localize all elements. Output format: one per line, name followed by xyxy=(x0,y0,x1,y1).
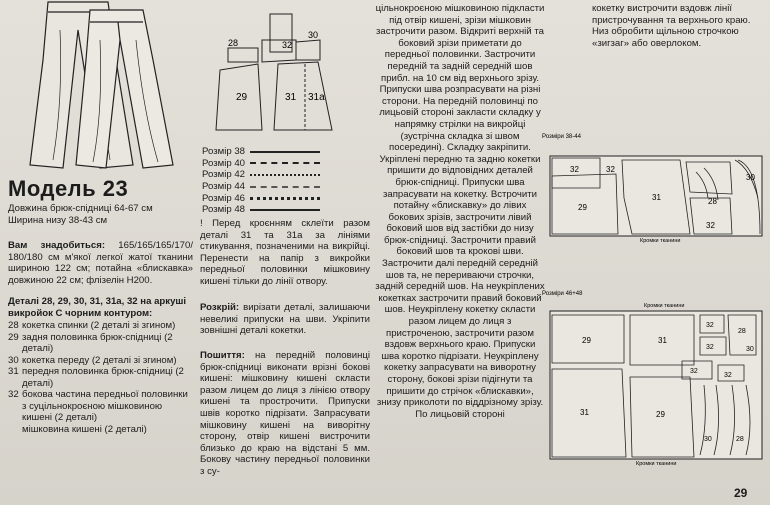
materials-text: 165/165/165/170/ 180/180 см м'якої легкої жатої тканини шириною 122 см; потайна «блискавка» довжиною 22 см; флізелін H200. xyxy=(8,240,193,286)
svg-text:Кромки тканини: Кромки тканини xyxy=(640,238,681,244)
svg-text:Кромки тканини: Кромки тканини xyxy=(644,303,685,309)
svg-text:29: 29 xyxy=(656,410,665,419)
piece-28-label: 28 xyxy=(228,38,239,48)
cutting-section: Розкрій: вирізати деталі, залишаючи невеликі припуски на шви. Укріпити зовнішні деталі кокетки. xyxy=(200,302,370,337)
cutting-layout-large xyxy=(540,285,766,485)
length-line: Довжина брюк-спідниці 64-67 см xyxy=(8,203,153,214)
cutting-note: ! Перед кроєнням склеїти разом деталі 31 та 31а за лініями стикування, позначеними на викрійці. Перенести на папір з викройки передньої половинки мішковину кишені тільки до лінії отвору. xyxy=(200,218,370,287)
svg-text:31: 31 xyxy=(652,193,661,202)
parts-heading: Деталі 28, 29, 30, 31, 31а, 32 на аркуші викройок С чорним контуром: xyxy=(8,296,187,319)
list-item: 31 передня половинка брюк-спідниці (2 деталі) xyxy=(8,366,184,389)
piece-31a-label: 31а xyxy=(308,92,325,103)
svg-text:29: 29 xyxy=(582,336,591,345)
piece-30-label: 30 xyxy=(308,30,319,40)
list-item: 29 задня половинка брюк-спідниці (2 деталі) xyxy=(8,331,173,355)
svg-text:32: 32 xyxy=(570,165,579,174)
svg-text:Кромки тканини: Кромки тканини xyxy=(636,461,677,467)
model-title: Модель 23 xyxy=(8,176,129,201)
svg-text:30: 30 xyxy=(746,173,755,182)
svg-text:28: 28 xyxy=(708,197,717,206)
cutting-layout-small xyxy=(540,128,766,258)
svg-text:32: 32 xyxy=(706,322,714,329)
svg-text:31: 31 xyxy=(658,336,667,345)
svg-text:32: 32 xyxy=(706,344,714,351)
svg-text:32: 32 xyxy=(706,221,715,230)
svg-text:30: 30 xyxy=(746,346,754,353)
list-item: 28 кокетка спинки (2 деталі зі згином) xyxy=(8,320,176,332)
width-line: Ширина низу 38-43 см xyxy=(8,214,108,226)
svg-text:31: 31 xyxy=(580,408,589,417)
model-dimensions xyxy=(8,203,193,226)
size-row: Розмір 48 xyxy=(202,204,320,216)
svg-text:32: 32 xyxy=(690,368,698,375)
column-3 xyxy=(375,0,545,505)
pattern-pieces-diagram xyxy=(200,0,370,140)
column-4 xyxy=(540,0,768,505)
column-1 xyxy=(8,0,193,505)
list-item: 30 кокетка переду (2 деталі зі згином) xyxy=(8,354,177,366)
parts-list xyxy=(8,320,193,435)
sewing-continued: цільнокроєною мішковиною підкласти під отвір кишені, зрізи мішковин застрочити разом. Відкриті верхній та боковий зрізи приметати до передньої половинки. Застрочити передній та задній середній шов прибл. на 10 см від верхнього зрізу. Припуски шва розпрасувати на різні сторони. На передній половинці по лицьовій стороні закласти складку у напрямку стрілки на викройці (зустрічна складка зі швом посередині). Складку закріпити. Укріплені передню та задню кокетки пришити до відповідних деталей брюк-спідниці. Припуски шва запрасувати на кокетку. Встрочити потайну «блискавку» до лівих бокових зрізів, застрочити лівий боковий шов від застібки до низу брюк-спідниці. Застрочити правий боковий шов та кроковi шви. Застрочити далі передній середній шов та, не перериваючи строчки, задній середній шов. На неукріплених кокетках застрочити правий боковий шов. Неукріплену кокетку скласти разом лицем до лиця з пристроченою, застрочити разом вздовж верхнього краю. Припуски шва коротко підрізати. Неукріплену кокетку запрасувати на виворотну сторону, бокові зрізи підігнути та пришити до стрічок «блискавки», знизу приколоти по віддрізному зрізу. По лицьовій стороні xyxy=(375,3,545,420)
materials-label: Вам знадобиться: xyxy=(8,240,106,251)
svg-text:28: 28 xyxy=(736,436,744,443)
sewing-section: Пошиття: на передній половинці брюк-спідниці виконати врізні бокові кишені: мішковину кишені скласти разом лицем до лиця з лінією отвору кишені та прострочити. Припуски швів коротко підрізати. Запрасувати мішковину кишені на виворітну сторону, отвір кишені вистрочити близько до краю на відстані 5 мм. Бокову частину передньої половинки з су- xyxy=(200,350,370,477)
piece-31-label: 31 xyxy=(285,92,297,103)
piece-32-label: 32 xyxy=(282,40,293,50)
size-row: Розмір 44 xyxy=(202,181,320,193)
size-row: Розмір 46 xyxy=(202,192,320,204)
svg-text:Розміри 38-44: Розміри 38-44 xyxy=(542,134,581,140)
svg-text:30: 30 xyxy=(704,436,712,443)
materials-section xyxy=(8,240,193,286)
size-row: Розмір 40 xyxy=(202,158,320,170)
svg-text:28: 28 xyxy=(738,328,746,335)
svg-text:32: 32 xyxy=(724,372,732,379)
size-legend xyxy=(202,146,320,216)
parts-section xyxy=(8,296,193,435)
svg-text:32: 32 xyxy=(606,165,615,174)
svg-text:29: 29 xyxy=(578,203,587,212)
piece-29-label: 29 xyxy=(236,92,248,103)
size-row: Розмір 38 xyxy=(202,146,320,158)
svg-text:Розміри 46+48: Розміри 46+48 xyxy=(542,291,583,297)
trousers-illustration xyxy=(8,0,193,172)
page-number: 29 xyxy=(734,486,748,500)
sewing-final: кокетку вистрочити вздовж лінії пристрочування та верхнього краю. Низ обробити щільною строчкою «зигзаг» або оверлоком. xyxy=(592,3,751,49)
column-2 xyxy=(200,0,370,505)
size-row: Розмір 42 xyxy=(202,169,320,181)
list-item: мішковина кишені (2 деталі) xyxy=(22,423,147,435)
list-item: 32 бокова частина передньої половинки з суцільнокроєною мішковиною кишені (2 деталі) xyxy=(8,389,188,424)
